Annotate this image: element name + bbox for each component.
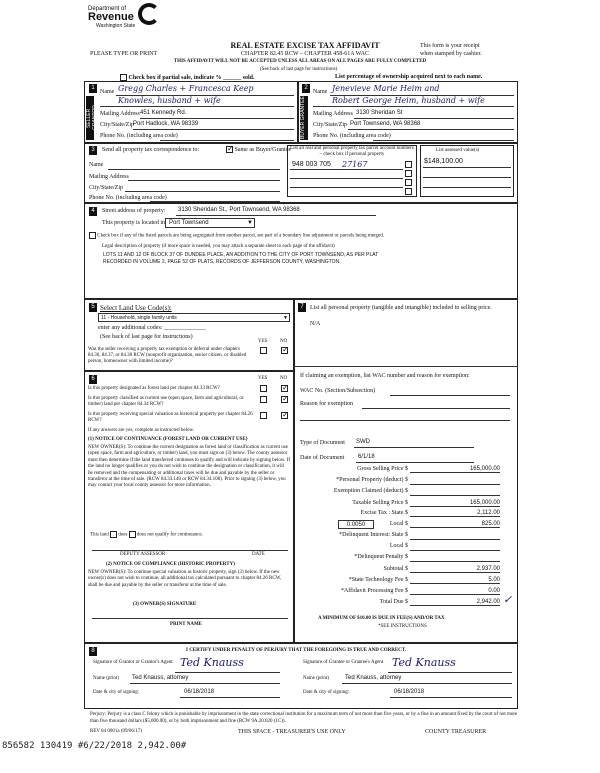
sec6-no: NO	[280, 376, 288, 381]
sec5-yes: YES	[258, 339, 268, 344]
buyer-tag: BUYER GRANTEE	[300, 96, 306, 140]
doc-date-label: Date of Document	[300, 455, 345, 461]
sec6-q2-no[interactable]	[281, 396, 288, 403]
treasurer-stamp: 856582 130419 #6/22/2018 2,942.00#	[2, 741, 187, 751]
seller-name-label: Name	[100, 89, 115, 95]
grantee-name[interactable]: Ted Knauss, attorney	[345, 675, 402, 681]
dept-line2: Revenue	[88, 11, 134, 23]
grantee-date-label: Date & city of signing:	[303, 690, 350, 695]
sec6-q1: Is this property designated as forest land per chapter 84.33 RCW?	[88, 386, 220, 391]
tax-label-delinq-local: Local $	[389, 543, 408, 549]
located-value: Port Townsend	[169, 220, 209, 226]
this-land-text: This land	[90, 532, 109, 538]
dept-line1: Department of	[88, 6, 127, 12]
notice2-title: (2) NOTICE OF COMPLIANCE (HISTORIC PROPERTY)	[106, 562, 235, 567]
receipt-line2: when stamped by cashier.	[420, 51, 482, 57]
checkmark-icon: ✓	[503, 593, 513, 606]
parcel-1[interactable]: 948 003 705	[292, 161, 331, 168]
dept-line3: Washington State	[96, 23, 136, 29]
grantee-date[interactable]: 06/18/2018	[394, 689, 425, 695]
land-use-select[interactable]	[98, 313, 290, 322]
same-as-buyer-label: Same as Buyer/Grantee	[234, 146, 292, 153]
deputy-date-label: DATE	[252, 552, 265, 557]
deputy-assessor-label: DEPUTY ASSESSOR	[120, 552, 166, 557]
street-label: Street address of property:	[102, 208, 166, 214]
tax-value-local[interactable]: 825.00	[410, 521, 500, 528]
dor-logo-icon	[138, 3, 160, 25]
notice1-title: (1) NOTICE OF CONTINUANCE (FOREST LAND OR CURRENT USE)	[88, 437, 248, 442]
tax-label-local: Local $	[389, 521, 408, 527]
see-instructions: *SEE INSTRUCTIONS	[378, 624, 427, 629]
sec5-see-back: (See back of last page for instructions)	[100, 334, 193, 340]
section-3-badge: 3	[89, 146, 97, 155]
sec6-q1-yes[interactable]	[260, 385, 267, 392]
personal-property-checkbox-2[interactable]	[405, 170, 412, 177]
print-name-label: PRINT NAME	[170, 622, 202, 627]
additional-codes[interactable]: enter any additional codes: ______________	[98, 325, 206, 331]
sec6-q2: Is this property classified as current use (open space, farm and agricultural, or timber) land per chapter 84.34 RCW?	[88, 396, 244, 407]
same-as-buyer-checkbox[interactable]	[226, 146, 233, 153]
does-not-checkbox[interactable]	[129, 531, 136, 538]
buyer-name-line2[interactable]: Robert George Heim, husband + wife	[332, 96, 485, 105]
grantee-name-label: Name (print)	[303, 676, 329, 681]
send-correspondence-label: Send all property tax correspondence to:	[102, 147, 200, 153]
chevron-down-icon: ▼	[247, 220, 253, 226]
notice2-text: NEW OWNER(S): To continue special valuation as historic property, sign (3) below. If the new owner(s) does not wish to continue, all additional tax calculated pursuant to chapter 84.26 RCW, shall be due and payable by the seller or transferor at the time of sale.	[88, 570, 282, 588]
buyer-name-label: Name	[313, 89, 328, 95]
tax-label-subtotal: Subtotal $	[383, 566, 408, 572]
personal-property-checkbox-1[interactable]	[405, 161, 412, 168]
doc-date[interactable]: 6/1/18	[358, 454, 375, 460]
sec3-city-label: City/State/Zip	[89, 185, 123, 191]
legal-line2[interactable]: RECORDED IN VOLUME 2, PAGE 52 OF PLATS, RECORDS OF JEFFERSON COUNTY, WASHINGTON.	[103, 259, 341, 265]
section-2-badge: 2	[302, 84, 310, 93]
minimum-note: A MINIMUM OF $10.00 IS DUE IN FEE(S) AND/OR TAX	[318, 616, 445, 621]
local-rate[interactable]: 0.0050	[338, 520, 374, 529]
buyer-mailing-label: Mailing Address	[313, 111, 353, 117]
notice1-text: NEW OWNER(S): To continue the current designation as forest land or classification as current use (open space, farm and agriculture, or timber) land, you must sign on (3) below. The county assessor must then determine if the land transferred continues to qualify and will indicate by signing below. If the land no longer qualifies or you do not wish to continue the designation or classification, it will be removed and the compensating or additional taxes will be due and payable by the seller or transferor at the time of sale. (RCW 84.33.140 or RCW 84.34.108). Prior to signing (3) below, you may contact your local county assessor for more information.	[88, 445, 290, 489]
does-checkbox[interactable]	[110, 531, 117, 538]
land-use-label: Select Land Use Code(s):	[100, 304, 172, 312]
personal-property-checkbox-4[interactable]	[405, 188, 412, 195]
sec5-q1-no[interactable]	[281, 347, 288, 354]
seller-mailing-label: Mailing Address	[100, 111, 140, 117]
does-not-text: does not qualify for continuance.	[136, 532, 203, 538]
land-use-value: 11 - Household, single family units	[101, 315, 177, 321]
certify-text: I CERTIFY UNDER PENALTY OF PERJURY THAT THE FOREGOING IS TRUE AND CORRECT.	[186, 648, 407, 653]
sec3-phone-label: Phone No. (including area code)	[89, 195, 167, 201]
seller-city[interactable]: Port Hadlock, WA 98339	[133, 121, 199, 127]
this-land-label	[90, 531, 203, 538]
street-address[interactable]: 3130 Sheridan St., Port Townsend, WA 98368	[178, 207, 300, 213]
sec3-mailing-label: Mailing Address	[89, 174, 129, 180]
grantor-signature[interactable]: Ted Knauss	[180, 656, 244, 669]
tax-label-total: Total Due $	[379, 599, 408, 605]
tax-label-taxable: Taxable Selling Price $	[352, 500, 408, 506]
tax-value-state[interactable]: 2,112.00	[410, 510, 500, 517]
sec3-name-label: Name	[89, 162, 104, 168]
legal-line1[interactable]: LOTS 11 AND 12 OF BLOCK 37 OF DUNDEE PLACE, AN ADDITION TO THE CITY OF PORT TOWNSEND, AS PER PLAT	[103, 252, 379, 258]
seller-tag: SELLER GRANTOR	[86, 96, 94, 140]
seller-name-line2[interactable]: Knowles, husband + wife	[118, 96, 221, 105]
tax-label-personal: *Personal Property (deduct) $	[336, 477, 408, 483]
section-6-badge: 6	[89, 375, 97, 384]
section-4-badge: 4	[89, 207, 97, 216]
personal-na[interactable]: N/A	[310, 321, 321, 327]
rev-number: REV 84 0001a (09/06/17)	[90, 729, 142, 734]
tax-value-personal[interactable]	[410, 477, 500, 485]
buyer-phone-label: Phone No. (including area code)	[313, 133, 391, 139]
seller-city-label: City/State/Zip	[100, 122, 134, 128]
sec5-q1-yes[interactable]	[260, 347, 267, 354]
section-4-box	[84, 203, 518, 299]
tax-label-gross: Gross Selling Price $	[357, 466, 408, 472]
section-8-badge: 8	[89, 647, 97, 656]
doc-type-label: Type of Document	[300, 440, 345, 446]
sec6-q3-yes[interactable]	[260, 412, 267, 419]
list-personal-label: List all personal property (tangible and intangible) included in selling price.	[310, 305, 492, 311]
section-5-badge: 5	[89, 303, 97, 312]
tax-label-tech-fee: *State Technology Fee $	[348, 577, 408, 583]
treasurer-use-only: THIS SPACE - TREASURER'S USE ONLY	[238, 729, 346, 735]
doc-type[interactable]: SWD	[356, 439, 370, 445]
parcel-1b[interactable]: 27167	[342, 160, 368, 169]
sec6-q1-no[interactable]	[281, 385, 288, 392]
tax-label-delinq-state: *Delinquent Interest: State $	[339, 532, 408, 538]
tax-value-subtotal[interactable]: 2,937.00	[410, 566, 500, 573]
county-treasurer: COUNTY TREASURER	[425, 729, 487, 735]
perjury-text: Perjury: Perjury is a class C felony which is punishable by imprisonment in the state correctional institution for a maximum term of not more than five years, or by a fine in an amount fixed by the court of not more than five thousand dollars ($5,000.00), or by both imprisonment and fine (RCW 9A.20.020 (1C)).	[90, 712, 518, 724]
tax-label-exemption: Exemption Claimed (deduct) $	[333, 488, 408, 494]
receipt-line1: This form is your receipt	[420, 43, 480, 49]
buyer-city-label: City/State/Zip	[313, 122, 347, 128]
tax-label-state: Excise Tax : State $	[360, 510, 408, 516]
tax-value-total[interactable]: 2,942.00	[410, 599, 500, 606]
tax-value-tech-fee[interactable]: 5.00	[410, 577, 500, 584]
form-chapter: CHAPTER 82.45 RCW – CHAPTER 458-61A WAC	[241, 51, 369, 57]
assessed-header: List assessed value(s)	[436, 148, 480, 153]
chevron-down-icon: ▼	[283, 315, 288, 321]
tax-value-gross[interactable]: 165,000.00	[410, 466, 500, 473]
tax-value-taxable[interactable]: 165,000.00	[410, 500, 500, 507]
tax-value-delinq-local[interactable]	[410, 543, 500, 551]
sec6-yes: YES	[258, 376, 268, 381]
sec6-q3: Is this property receiving special valuation as historical property per chapter 84.26 RCW?	[88, 412, 253, 423]
section-7-badge: 7	[298, 303, 306, 312]
grantee-sig-label: Signature of Grantee or Grantee's Agent	[303, 660, 384, 665]
seller-phone-label: Phone No. (including area code)	[100, 133, 178, 139]
tax-label-penalty: *Delinquent Penalty $	[354, 554, 408, 560]
tax-label-processing-fee: *Affidavit Processing Fee $	[340, 588, 408, 594]
please-type: PLEASE TYPE OR PRINT	[90, 51, 158, 57]
legal-label: Legal description of property (if more space is needed, you may attach a separate sheet to each page of the affidavit)	[102, 244, 335, 249]
form-warning: THIS AFFIDAVIT WILL NOT BE ACCEPTED UNLESS ALL AREAS ON ALL PAGES ARE FULLY COMPLETED	[173, 59, 427, 64]
does-text: does	[118, 532, 128, 538]
tax-value-delinq-state[interactable]	[410, 532, 500, 540]
grantor-name-label: Name (print)	[93, 676, 119, 681]
sec6-q3-no[interactable]	[281, 412, 288, 419]
sec5-no: NO	[280, 339, 288, 344]
parcel-header: List all real and personal property tax parcel account numbers – check box if personal property	[290, 146, 414, 157]
located-label: This property is located in	[102, 220, 165, 226]
pct-ownership-note: List percentage of ownership acquired next to each name.	[335, 74, 483, 80]
grantor-date[interactable]: 06/18/2018	[184, 689, 215, 695]
grantor-name[interactable]: Ted Knauss, attorney	[132, 675, 189, 681]
wac-label: WAC No. (Section/Subsection)	[300, 388, 376, 394]
sec6-q2-yes[interactable]	[260, 396, 267, 403]
sec6-if-any: If any answers are yes, complete as instructed below.	[88, 428, 195, 433]
grantor-sig-label: Signature of Grantor or Grantor's Agent	[93, 660, 173, 665]
seller-name-line1[interactable]: Gregg Charles + Francesca Keep	[118, 84, 254, 93]
located-select[interactable]	[165, 218, 255, 228]
segregated-label: Check box if any of the listed parcels are being segregated from another parcel, are part of a boundary line adjustment or parcels being merged.	[97, 233, 384, 239]
tax-value-penalty[interactable]	[410, 554, 500, 562]
buyer-name-line1[interactable]: Jenevieve Marie Heim and	[332, 84, 440, 93]
seller-mailing[interactable]: 451 Kennedy Rd.	[140, 110, 187, 116]
grantor-date-label: Date & city of signing:	[93, 690, 140, 695]
see-back-note: (See back of last page for instructions)	[260, 67, 338, 72]
reason-label: Reason for exemption	[300, 401, 353, 407]
buyer-city[interactable]: Port Townsend, WA 98368	[350, 121, 421, 127]
segregated-checkbox[interactable]	[89, 232, 96, 239]
tax-value-processing-fee[interactable]: 0.00	[410, 588, 500, 595]
personal-property-checkbox-3[interactable]	[405, 179, 412, 186]
partial-sale-checkbox[interactable]	[120, 74, 127, 81]
assessed-value-1[interactable]: $148,100.00	[424, 158, 463, 165]
tax-value-exemption[interactable]	[410, 488, 500, 496]
section-1-badge: 1	[89, 84, 97, 93]
owner-signature-label: (3) OWNER(S) SIGNATURE	[133, 602, 197, 607]
grantee-signature[interactable]: Ted Knauss	[392, 656, 456, 669]
form-title: REAL ESTATE EXCISE TAX AFFIDAVIT	[230, 41, 380, 50]
exemption-label: If claiming an exemption, list WAC number and reason for exemption:	[300, 373, 470, 379]
sec5-q1: Was the seller receiving a property tax exemption or deferral under chapters 84.36, 84.37, or 84.38 RCW (nonprofit organization, senior citizen, or disabled person, homeowner with limited income)?	[88, 347, 247, 364]
buyer-mailing[interactable]: 3130 Sheridan St	[356, 110, 403, 116]
partial-sale-label: Check box if partial sale, indicate % ______ sold.	[128, 74, 255, 81]
